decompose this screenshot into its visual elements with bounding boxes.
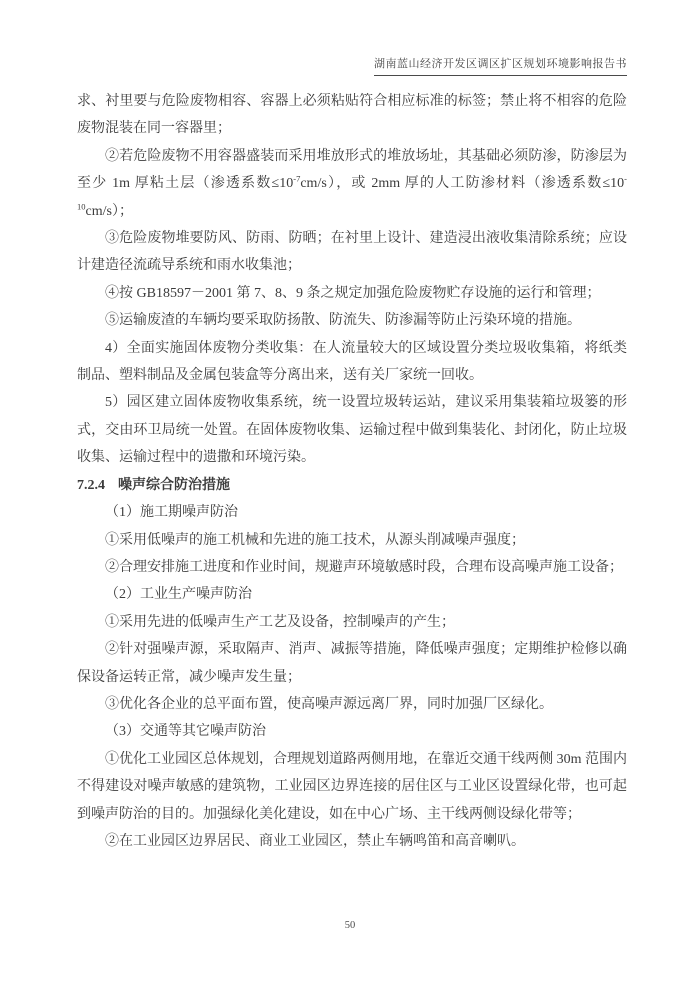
list-item-5: 5）园区建立固体废物收集系统，统一设置垃圾转运站，建议采用集装箱垃圾篓的形式，交由环卫局统一处置。在固体废物收集、运输过程中做到集装化、封闭化，防止垃圾收集、运输过程中的遗撒和环境污染。 [77, 395, 627, 466]
list-item-circle2: ②合理安排施工进度和作业时间，规避声环境敏感时段，合理布设高噪声施工设备； [105, 559, 623, 575]
superscript: -7 [293, 173, 301, 184]
paragraph-continuation: 求、衬里要与危险废物相容、容器上必须粘贴符合相应标准的标签；禁止将不相容的危险废物混装在同一容器里； [77, 94, 627, 137]
list-item-circle1: ①采用先进的低噪声生产工艺及设备，控制噪声的产生； [105, 614, 455, 630]
list-item-circle1: ①优化工业园区总体规划，合理规划道路两侧用地，在靠近交通干线两侧 30m 范围内不得建设对噪声敏感的建筑物，工业园区边界连接的居住区与工业区设置绿化带，也可起到噪声防治的目的。加强绿化美化建设，如在中心广场、主干线两侧设绿化带等； [77, 751, 627, 822]
subsection-heading-1: （1）施工期噪声防治 [105, 505, 238, 521]
list-item-text: cm/s）； [85, 203, 133, 219]
section-heading-7-2-4 [77, 472, 627, 499]
list-item-circle3: ③危险废物堆要防风、防雨、防晒；在衬里上设计、建造浸出液收集清除系统；应设计建造径流疏导系统和雨水收集池； [77, 231, 627, 274]
list-item-circle2: ②在工业园区边界居民、商业工业园区，禁止车辆鸣笛和高音喇叭。 [105, 833, 525, 849]
list-item-circle3: ③优化各企业的总平面布置，使高噪声源远离厂界，同时加强厂区绿化。 [105, 696, 553, 712]
list-item-4: 4）全面实施固体废物分类收集：在人流量较大的区域设置分类垃圾收集箱，将纸类制品、塑料制品及金属包装盒等分离出来，送有关厂家统一回收。 [77, 340, 627, 384]
document-body [77, 88, 627, 855]
section-number: 7.2.4 [77, 477, 105, 493]
section-title: 噪声综合防治措施 [118, 477, 230, 493]
list-item-circle2: ②针对强噪声源，采取隔声、消声、减振等措施，降低噪声强度；定期维护检修以确保设备运转正常，减少噪声发生量； [77, 642, 627, 685]
list-item-circle5: ⑤运输废渣的车辆均要采取防扬散、防流失、防渗漏等防止污染环境的措施。 [105, 313, 581, 329]
superscript: -10 [77, 173, 627, 211]
subsection-heading-3: （3）交通等其它噪声防治 [105, 724, 266, 740]
list-item-circle4: ④按 GB18597－2001 第 7、8、9 条之规定加强危险废物贮存设施的运行和管理； [105, 285, 601, 301]
subsection-heading-2: （2）工业生产噪声防治 [105, 587, 252, 603]
report-header [74, 54, 627, 76]
list-item-text: ②若危险废物不用容器盛装而采用堆放形式的堆放场址，其基础必须防渗，防渗层为至少 1m 厚粘土层（渗透系数≤10 [77, 148, 627, 192]
page-number: 50 [344, 920, 356, 931]
report-header-title: 湖南蓝山经济开发区调区扩区规划环境影响报告书 [374, 55, 627, 76]
list-item-text: cm/s），或 2mm 厚的人工防渗材料（渗透系数≤10 [300, 176, 625, 192]
list-item-circle2 [77, 143, 627, 225]
list-item-circle1: ①采用低噪声的施工机械和先进的施工技术，从源头削减噪声强度； [105, 532, 525, 548]
